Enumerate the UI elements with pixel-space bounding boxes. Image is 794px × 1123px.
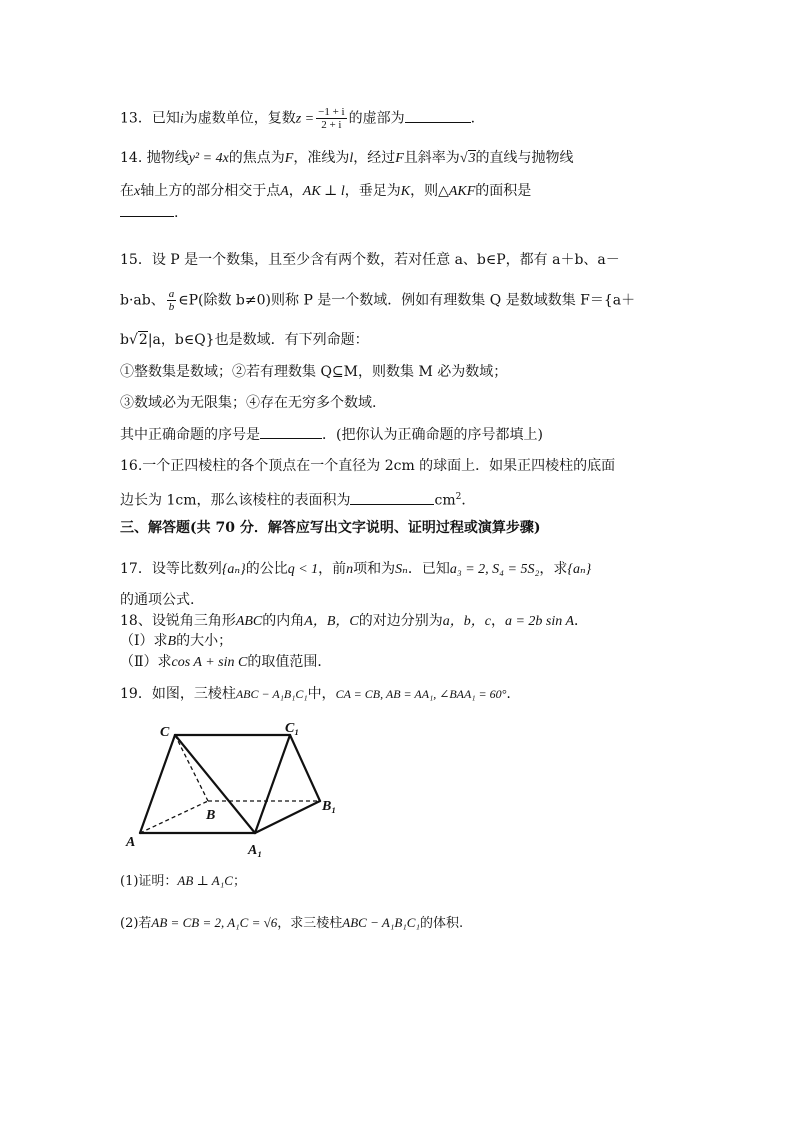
q14-text: ， <box>288 183 303 199</box>
q17-line1 <box>120 559 591 580</box>
q15-line2 <box>120 288 635 313</box>
q17-seq: {aₙ} <box>567 562 592 577</box>
q17-text: ，前 <box>318 561 347 577</box>
label-b: B <box>206 808 216 823</box>
q14-text: ，经过 <box>353 150 396 166</box>
q14-text: 的直线与抛物线 <box>475 150 574 166</box>
edge-c-a <box>140 735 175 833</box>
q13-text-a: 已知 <box>151 110 180 127</box>
q17-text: 的公比 <box>245 561 288 577</box>
q18-line1 <box>120 611 588 632</box>
q14-text: 在 <box>120 183 134 199</box>
q13-fraction <box>316 106 346 131</box>
q13-answer-blank <box>405 108 471 123</box>
q19-line1 <box>120 684 511 704</box>
q18-abc: ABC <box>235 614 263 629</box>
q13-frac-den: 2 + i <box>321 119 342 131</box>
q14-x: x <box>134 184 141 199</box>
q13-text-c: 的虚部为 <box>348 110 405 127</box>
q19-text: (1)证明： <box>120 874 178 889</box>
q15-text: 其中正确命题的序号是 <box>120 427 260 443</box>
q14-text: 的面积是 <box>475 183 532 199</box>
q19-cond: CA = CB, AB = AA₁, ∠BAA₁ = 60° <box>335 687 507 701</box>
q13-frac-num: −1 + i <box>318 106 345 118</box>
q13-lhs: z = <box>295 111 315 127</box>
q18-sides: a，b，c <box>442 614 491 629</box>
q18-b: B <box>167 634 177 649</box>
q15-sqrt2: 2 <box>138 332 148 348</box>
q18-part1 <box>120 631 232 652</box>
q19-text: (2)若 <box>120 916 152 931</box>
q18-text: 18、设锐角三角形 <box>120 613 236 629</box>
q15-text: b·ab、 <box>120 292 165 309</box>
q16-unit: cm <box>434 492 456 509</box>
q14-text: 的焦点为 <box>228 150 285 166</box>
q19-part2 <box>120 913 463 934</box>
q18-text: 的取值范围． <box>247 654 332 670</box>
q17-given: a₃ = 2, S₄ = 5S₂ <box>449 562 540 577</box>
q17-text: ，求 <box>539 561 568 577</box>
q14-focus: F <box>395 151 404 166</box>
q15-answer-blank <box>260 424 322 439</box>
q16-answer-blank <box>350 490 434 505</box>
q15-frac-num: a <box>168 288 175 300</box>
q15-text: ∈P(除数 b≠0)则称 P 是一个数域．例如有理数集 Q 是数域数集 F＝{a＋ <box>178 292 636 309</box>
q18-angles: A，B，C <box>304 614 359 629</box>
q15-frac-den: b <box>168 301 175 313</box>
q14-text: 轴上方的部分相交于点 <box>140 183 281 199</box>
q14-text: ，准线为 <box>293 150 350 166</box>
q15-line5: ③数域必为无限集；④存在无穷多个数域. <box>120 395 377 411</box>
q18-text: 的对边分别为 <box>358 613 443 629</box>
q18-text: （Ⅱ）求 <box>120 654 172 670</box>
section-3-heading: 三、解答题(共 70 分．解答应写出文字说明、证明过程或演算步骤) <box>120 520 541 536</box>
q19-prism: ABC − A₁B₁C₁ <box>235 687 308 701</box>
q15-line1: 15．设 P 是一个数集，且至少含有两个数，若对任意 a、b∈P，都有 a＋b、a－ <box>120 252 620 268</box>
q19-prism: ABC − A₁B₁C₁ <box>342 915 420 930</box>
question-14-line3: . <box>120 202 178 223</box>
question-14-line2 <box>120 181 531 202</box>
q14-point-a: A <box>280 184 289 199</box>
q14-answer-blank <box>120 202 174 217</box>
q14-directrix: l <box>349 151 354 166</box>
q14-triangle: △AKF <box>438 184 476 199</box>
question-14-line1: 14. 抛物线y² = 4x的焦点为F，准线为l，经过F且斜率为√3的直线与抛物线 <box>120 150 574 166</box>
q18-text: 的大小； <box>176 633 233 649</box>
q14-parabola-eq: y² = 4x <box>188 151 229 166</box>
q17-text: ．已知 <box>407 561 450 577</box>
q15-fraction <box>167 288 177 313</box>
q18-text: ． <box>574 613 589 629</box>
q15-line6 <box>120 424 543 445</box>
q14-text: ，则 <box>410 183 439 199</box>
label-c: C <box>160 725 170 740</box>
q18-text: 的内角 <box>262 613 305 629</box>
q15-text: ．(把你认为正确命题的序号都填上) <box>322 427 543 443</box>
q14-text: 14. 抛物线 <box>120 150 189 166</box>
q14-text: ，垂足为 <box>344 183 401 199</box>
q19-text: 19．如图，三棱柱 <box>120 686 236 702</box>
label-a: A <box>126 835 136 850</box>
q14-focus: F <box>284 151 294 166</box>
q14-text: 且斜率为 <box>403 150 460 166</box>
q15-text: |a，b∈Q}也是数域．有下列命题： <box>147 332 369 348</box>
q18-text: ， <box>490 613 505 629</box>
q17-sn: Sₙ <box>395 562 408 577</box>
q13-text-b: 为虚数单位，复数 <box>183 110 296 127</box>
q17-text: 17．设等比数列 <box>120 561 222 577</box>
q16-line1: 16.一个正四棱柱的各个顶点在一个直径为 2cm 的球面上．如果正四棱柱的底面 <box>120 458 616 474</box>
q18-eq: a = 2b sin A <box>504 614 575 629</box>
q13-number: 13． <box>120 110 152 127</box>
q18-expr: cos A + sin C <box>171 655 248 670</box>
q13-i: i <box>179 111 184 127</box>
label-a1: A₁ <box>248 843 263 858</box>
edge-c1-b1 <box>290 735 320 801</box>
q16-text: ． <box>461 492 476 509</box>
q17-text: 项和为 <box>353 561 396 577</box>
q19-text: ； <box>232 874 246 889</box>
q19-part1 <box>120 871 246 892</box>
q15-line4: ①整数集是数域；②若有理数集 Q⊆M，则数集 M 必为数域； <box>120 364 508 380</box>
q18-text: （Ⅰ）求 <box>120 633 168 649</box>
prism-figure <box>120 718 350 868</box>
q16-unit-sup: 2 <box>455 492 462 502</box>
q17-line2: 的通项公式. <box>120 592 195 608</box>
q15-line3: b√2|a，b∈Q}也是数域．有下列命题： <box>120 332 369 348</box>
q15-text: b <box>120 332 129 348</box>
q16-line2 <box>120 487 475 511</box>
q14-point-k: K <box>400 184 411 199</box>
q19-expr: AB ⊥ A₁C <box>177 873 233 888</box>
q14-perp: AK ⊥ l <box>302 184 345 199</box>
q19-text: . <box>506 686 511 702</box>
q17-seq: {aₙ} <box>221 562 246 577</box>
q19-text: 的体积. <box>419 916 464 931</box>
q16-text: 边长为 1cm，那么该棱柱的表面积为 <box>120 492 351 509</box>
q14-sqrt3: 3 <box>468 151 476 166</box>
label-b1: B₁ <box>322 799 337 814</box>
q19-expr: AB = CB = 2, A₁C = √6 <box>151 915 278 930</box>
question-13: 13．已知i为虚数单位，复数z = $\frac{-1 + i}{2 + i}$ 的虚部为 . <box>120 106 476 131</box>
q17-n: n <box>346 562 354 577</box>
q18-part2 <box>120 652 331 673</box>
q17-cond: q < 1 <box>287 562 319 577</box>
label-c1: C₁ <box>285 721 300 736</box>
q19-text: 中， <box>307 686 336 702</box>
q19-text: ，求三棱柱 <box>277 916 343 931</box>
